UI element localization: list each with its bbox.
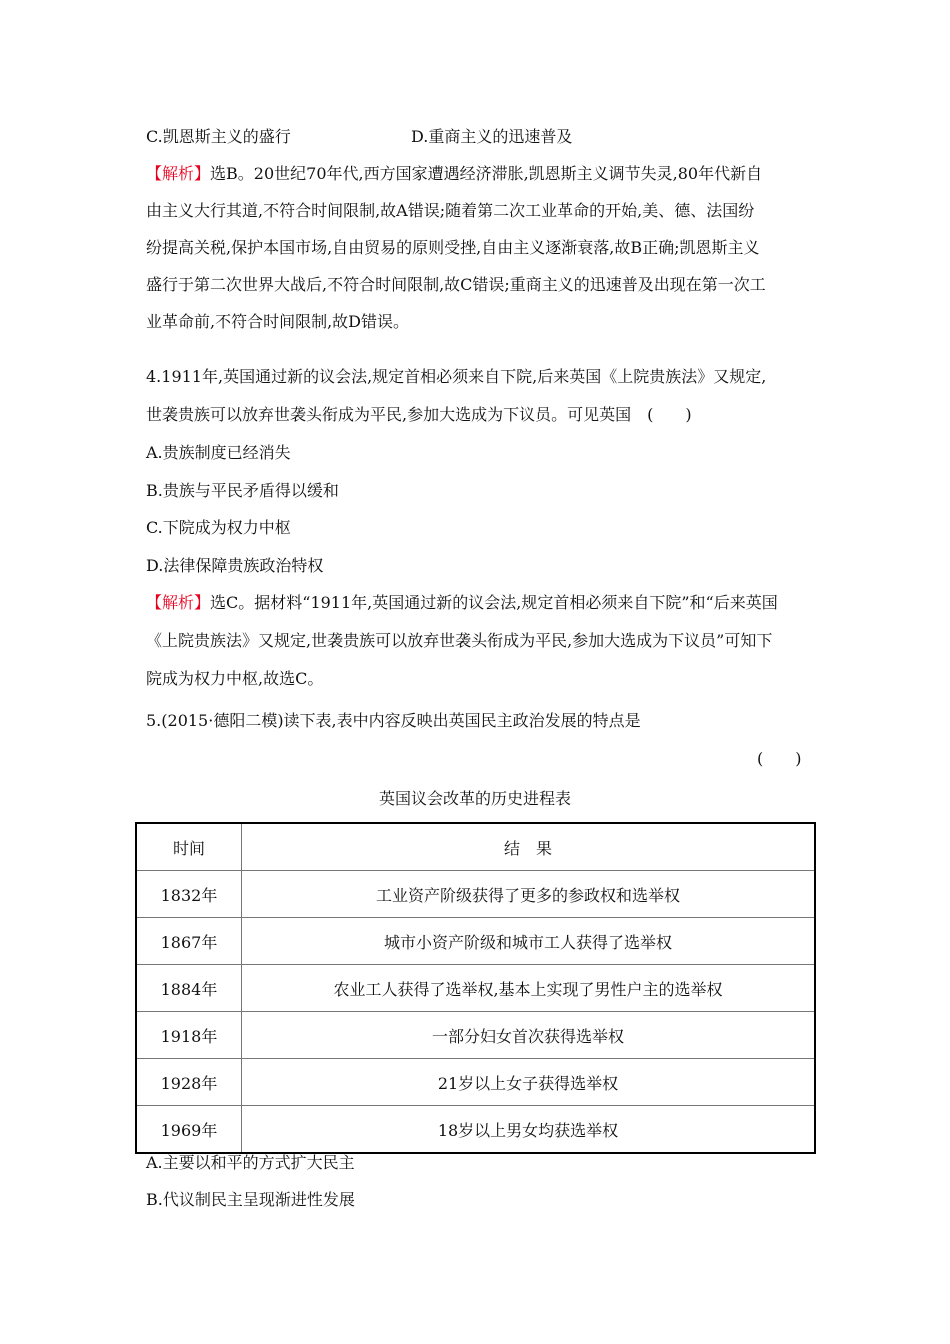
option-a: A.贵族制度已经消失	[146, 443, 291, 462]
analysis-line: 纷提高关税,保护本国市场,自由贸易的原则受挫,自由主义逐渐衰落,故B正确;凯恩斯主义	[146, 238, 760, 257]
table-title: 英国议会改革的历史进程表	[378, 789, 571, 808]
analysis-tag: 【解析】	[146, 593, 211, 612]
header-time: 时间	[136, 823, 242, 871]
option-b: B.代议制民主呈现渐进性发展	[146, 1190, 355, 1209]
analysis-line: 盛行于第二次世界大战后,不符合时间限制,故C错误;重商主义的迅速普及出现在第一次工	[146, 275, 766, 294]
table-row: 1969年 18岁以上男女均获选举权	[136, 1106, 815, 1154]
table-row: 1928年 21岁以上女子获得选举权	[136, 1059, 815, 1106]
analysis-tag: 【解析】	[146, 164, 211, 183]
question-4-stem: 世袭贵族可以放弃世袭头衔成为平民,参加大选成为下议员。可见英国 ( )	[146, 405, 692, 424]
option-c-prev: C.凯恩斯主义的盛行	[146, 127, 291, 146]
history-table	[135, 822, 816, 1154]
table-row: 1832年 工业资产阶级获得了更多的参政权和选举权	[136, 871, 815, 918]
option-d-prev: D.重商主义的迅速普及	[411, 127, 573, 146]
option-d: D.法律保障贵族政治特权	[146, 556, 324, 575]
table-header-row	[136, 823, 815, 871]
option-b: B.贵族与平民矛盾得以缓和	[146, 481, 339, 500]
analysis-line: 《上院贵族法》又规定,世袭贵族可以放弃世袭头衔成为平民,参加大选成为下议员”可知下	[146, 631, 773, 650]
analysis-line: 【解析】选B。20世纪70年代,西方国家遭遇经济滞胀,凯恩斯主义调节失灵,80年代新自	[146, 164, 763, 183]
option-c: C.下院成为权力中枢	[146, 518, 291, 537]
answer-bracket: ( )	[757, 749, 802, 768]
analysis-line: 由主义大行其道,不符合时间限制,故A错误;随着第二次工业革命的开始,美、德、法国纷	[146, 201, 755, 220]
question-5-stem: 5.(2015·德阳二模)读下表,表中内容反映出英国民主政治发展的特点是	[146, 711, 641, 730]
option-a: A.主要以和平的方式扩大民主	[146, 1153, 355, 1172]
analysis-line: 业革命前,不符合时间限制,故D错误。	[146, 312, 410, 331]
table-row: 1918年 一部分妇女首次获得选举权	[136, 1012, 815, 1059]
table-row: 1884年 农业工人获得了选举权,基本上实现了男性户主的选举权	[136, 965, 815, 1012]
table-row: 1867年 城市小资产阶级和城市工人获得了选举权	[136, 918, 815, 965]
header-result: 结 果	[242, 823, 816, 871]
analysis-line: 【解析】选C。据材料“1911年,英国通过新的议会法,规定首相必须来自下院”和“后来英国	[146, 593, 778, 612]
analysis-line: 院成为权力中枢,故选C。	[146, 669, 324, 688]
question-4-stem: 4.1911年,英国通过新的议会法,规定首相必须来自下院,后来英国《上院贵族法》又规定,	[146, 367, 767, 386]
